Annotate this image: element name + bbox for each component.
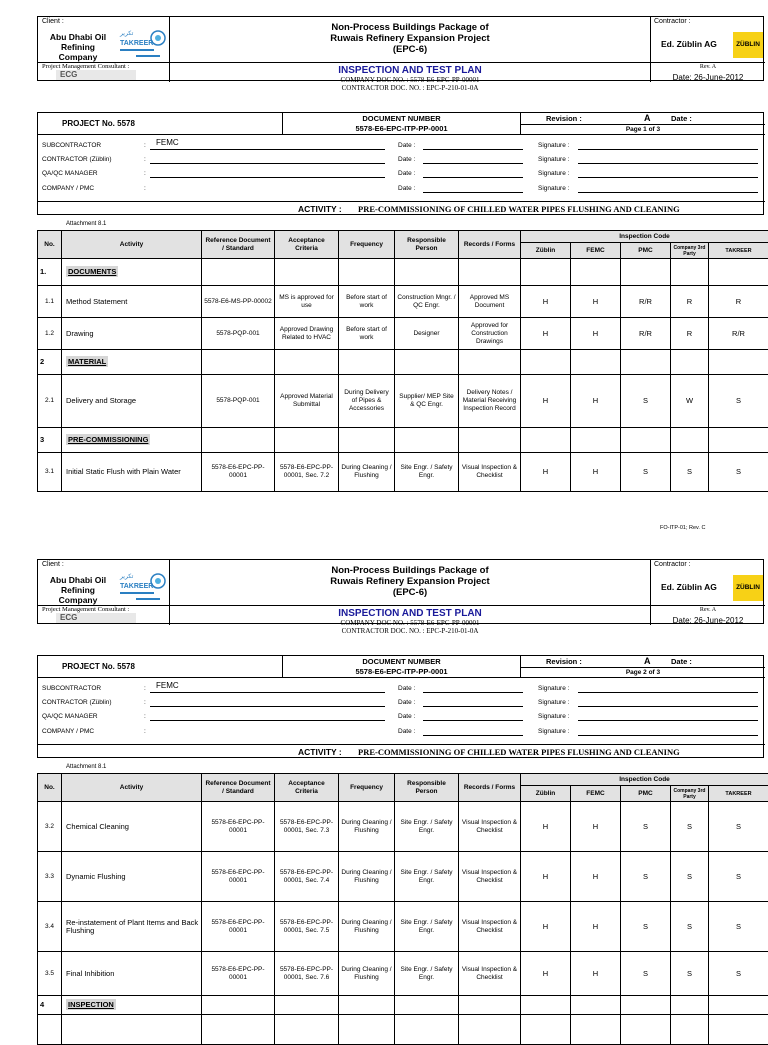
header-date: Date: 26-June-2012 (651, 73, 765, 83)
date-label: Date : (398, 153, 415, 167)
col-acceptance: Acceptance Criteria (275, 774, 339, 802)
frequency-cell: Before start of work (339, 318, 395, 350)
code-femc: H (571, 375, 621, 428)
records-cell (459, 1015, 521, 1045)
empty-cell (202, 996, 275, 1015)
activity-label: ACTIVITY : (298, 202, 342, 216)
row-number: 1. (38, 259, 62, 286)
code-zublin: H (521, 952, 571, 996)
row-label: COMPANY / PMC (42, 725, 94, 739)
activity-label: ACTIVITY : (298, 745, 342, 759)
doc-number-label: DOCUMENT NUMBER (283, 114, 520, 124)
col-records: Records / Forms (459, 231, 521, 259)
code-zublin (521, 1015, 571, 1045)
empty-cell (275, 996, 339, 1015)
code-pmc: S (621, 453, 671, 492)
client-label: Client : (42, 561, 64, 568)
itp-title: INSPECTION AND TEST PLAN (170, 608, 650, 619)
code-third-party: S (671, 952, 709, 996)
code-takreer: R/R (709, 318, 768, 350)
info-row-qaqc (38, 710, 765, 724)
activity-cell: Dynamic Flushing (62, 852, 202, 902)
responsible-cell: Supplier/ MEP Site & QC Engr. (395, 375, 459, 428)
code-takreer: S (709, 952, 768, 996)
activity-cell: Final Inhibition (62, 952, 202, 996)
date-label: Date : (398, 696, 415, 710)
activity-cell: Re-instatement of Plant Items and Back Flushing (62, 902, 202, 952)
line (150, 720, 385, 721)
signature-label: Signature : (538, 139, 569, 153)
reference-cell: 5578-E6-MS-PP-00002 (202, 286, 275, 318)
frequency-cell: During Cleaning / Flushing (339, 453, 395, 492)
code-femc (571, 1015, 621, 1045)
empty-cell (521, 996, 571, 1015)
col-reference: Reference Document / Standard (202, 231, 275, 259)
code-third-party: R (671, 286, 709, 318)
table-row (38, 802, 768, 852)
responsible-cell (395, 1015, 459, 1045)
rev-text: Rev. A (651, 64, 765, 71)
info-row-subcontractor (38, 682, 765, 696)
page-count: Page 2 of 3 (521, 667, 765, 678)
empty-cell (621, 996, 671, 1015)
pmc-label: Project Management Consultant : (42, 606, 129, 613)
revision-date-label: Date : (671, 113, 692, 124)
table-row (38, 952, 768, 996)
col-inspection-code: Inspection Code (521, 231, 768, 243)
code-femc: H (571, 318, 621, 350)
zublin-logo: ZÜBLIN (733, 575, 763, 601)
empty-cell (671, 996, 709, 1015)
code-pmc: S (621, 802, 671, 852)
page-count: Page 1 of 3 (521, 124, 765, 135)
col-acceptance: Acceptance Criteria (275, 231, 339, 259)
row-number: 2.1 (38, 375, 62, 428)
signature-line[interactable] (578, 735, 758, 736)
contractor-label: Contractor : (654, 561, 691, 568)
company-doc-no: COMPANY DOC NO. : 5578-E6-EPC-PP-00001 (170, 76, 650, 84)
section-title-text: PRE-COMMISSIONING (66, 434, 150, 445)
doc-number-value: 5578-E6-EPC-ITP-PP-0001 (283, 667, 520, 677)
responsible-cell: Site Engr. / Safety Engr. (395, 453, 459, 492)
row-colon: : (144, 153, 146, 167)
revision-row (521, 656, 765, 667)
code-zublin: H (521, 375, 571, 428)
col-activity: Activity (62, 231, 202, 259)
project-number: PROJECT No. 5578 (38, 656, 283, 678)
acceptance-cell: 5578-E6-EPC-PP-00001, Sec. 7.4 (275, 852, 339, 902)
ecg-logo: ECG (56, 613, 136, 623)
empty-cell (709, 996, 768, 1015)
code-takreer: S (709, 453, 768, 492)
date-line[interactable] (423, 720, 523, 721)
project-title-line1: Non-Process Buildings Package of (170, 22, 650, 33)
row-number: 2 (38, 350, 62, 375)
frequency-cell: During Cleaning / Flushing (339, 802, 395, 852)
signature-label: Signature : (538, 725, 569, 739)
acceptance-cell: 5578-E6-EPC-PP-00001, Sec. 7.3 (275, 802, 339, 852)
signature-line[interactable] (578, 706, 758, 707)
table-row (38, 852, 768, 902)
section-title-text: INSPECTION (66, 999, 116, 1010)
records-cell: Visual Inspection & Checklist (459, 453, 521, 492)
project-title-line3: (EPC-6) (170, 44, 650, 55)
signature-label: Signature : (538, 153, 569, 167)
records-cell: Approved for Construction Drawings (459, 318, 521, 350)
document-number-block (283, 656, 521, 678)
code-takreer: S (709, 902, 768, 952)
col-third-party: Company 3rd Party (671, 786, 709, 802)
client-name: Abu Dhabi Oil Refining Company (42, 575, 114, 605)
row-colon: : (144, 167, 146, 181)
row-number: 3.3 (38, 852, 62, 902)
signature-label: Signature : (538, 167, 569, 181)
info-row-company (38, 725, 765, 739)
signature-label: Signature : (538, 182, 569, 196)
col-femc: FEMC (571, 243, 621, 259)
signature-label: Signature : (538, 710, 569, 724)
reference-cell: 5578-E6-EPC-PP-00001 (202, 902, 275, 952)
row-number: 1.1 (38, 286, 62, 318)
responsible-cell: Site Engr. / Safety Engr. (395, 852, 459, 902)
ecg-logo: ECG (56, 70, 136, 80)
contractor-doc-no: CONTRACTOR DOC. NO. : EPC-P-210-01-0A (170, 84, 650, 92)
responsible-cell: Site Engr. / Safety Engr. (395, 952, 459, 996)
code-third-party: W (671, 375, 709, 428)
activity-row (38, 744, 765, 759)
row-colon: : (144, 725, 146, 739)
contractor-name: Ed. Züblin AG (661, 39, 717, 49)
code-femc: H (571, 902, 621, 952)
col-pmc: PMC (621, 243, 671, 259)
row-label: CONTRACTOR (Züblin) (42, 153, 112, 167)
activity-cell: Initial Static Flush with Plain Water (62, 453, 202, 492)
itp-title-block (170, 606, 650, 625)
records-cell: Visual Inspection & Checklist (459, 802, 521, 852)
row-value: FEMC (156, 136, 179, 150)
section-row (38, 996, 768, 1015)
code-pmc (621, 1015, 671, 1045)
col-reference: Reference Document / Standard (202, 774, 275, 802)
revision-label: Revision : (546, 113, 582, 124)
itp-title: INSPECTION AND TEST PLAN (170, 65, 650, 76)
code-zublin: H (521, 286, 571, 318)
col-takreer: TAKREER (709, 786, 768, 802)
client-name: Abu Dhabi Oil Refining Company (42, 32, 114, 62)
form-code: FO-ITP-01; Rev. C (660, 525, 705, 531)
date-label: Date : (398, 139, 415, 153)
records-cell: Delivery Notes / Material Receiving Inspection Record (459, 375, 521, 428)
row-colon: : (144, 696, 146, 710)
signature-label: Signature : (538, 682, 569, 696)
reference-cell: 5578-E6-EPC-PP-00001 (202, 852, 275, 902)
row-colon: : (144, 139, 146, 153)
section-title (62, 996, 202, 1015)
records-cell: Visual Inspection & Checklist (459, 902, 521, 952)
project-title-line1: Non-Process Buildings Package of (170, 565, 650, 576)
project-title (170, 560, 650, 606)
row-label: COMPANY / PMC (42, 182, 94, 196)
acceptance-cell: Approved Drawing Related to HVAC (275, 318, 339, 350)
responsible-cell: Site Engr. / Safety Engr. (395, 902, 459, 952)
rev-text: Rev. A (651, 607, 765, 614)
row-label: CONTRACTOR (Züblin) (42, 696, 112, 710)
activity-cell (62, 1015, 202, 1045)
signature-label: Signature : (538, 696, 569, 710)
code-third-party: R (671, 318, 709, 350)
row-number (38, 1015, 62, 1045)
activity-cell: Delivery and Storage (62, 375, 202, 428)
acceptance-cell: 5578-E6-EPC-PP-00001, Sec. 7.2 (275, 453, 339, 492)
code-takreer: S (709, 802, 768, 852)
acceptance-cell: 5578-E6-EPC-PP-00001, Sec. 7.6 (275, 952, 339, 996)
frequency-cell: Before start of work (339, 286, 395, 318)
activity-value: PRE-COMMISSIONING OF CHILLED WATER PIPES FLUSHING AND CLEANING (358, 745, 680, 759)
table-row (38, 902, 768, 952)
date-label: Date : (398, 682, 415, 696)
company-doc-no: COMPANY DOC NO. : 5578-E6-EPC-PP-00001 (170, 619, 650, 627)
col-takreer: TAKREER (709, 243, 768, 259)
code-zublin: H (521, 852, 571, 902)
row-number: 3.1 (38, 453, 62, 492)
code-takreer (709, 1015, 768, 1045)
code-third-party: S (671, 852, 709, 902)
section-title-text: MATERIAL (66, 356, 108, 367)
row-label: QA/QC MANAGER (42, 710, 98, 724)
code-third-party: S (671, 453, 709, 492)
row-number: 3.4 (38, 902, 62, 952)
contractor-name: Ed. Züblin AG (661, 582, 717, 592)
signature-line[interactable] (578, 720, 758, 721)
row-label: SUBCONTRACTOR (42, 682, 101, 696)
empty-cell (395, 996, 459, 1015)
acceptance-cell: Approved Material Submittal (275, 375, 339, 428)
code-zublin: H (521, 318, 571, 350)
frequency-cell: During Cleaning / Flushing (339, 952, 395, 996)
responsible-cell: Site Engr. / Safety Engr. (395, 802, 459, 852)
svg-text:تكرير: تكرير (119, 573, 134, 580)
revision-value: A (644, 656, 651, 667)
code-pmc: S (621, 952, 671, 996)
empty-cell (339, 996, 395, 1015)
header-date: Date: 26-June-2012 (651, 616, 765, 626)
project-title-line2: Ruwais Refinery Expansion Project (170, 576, 650, 587)
attachment-label: Attachment 8.1 (66, 764, 106, 770)
pmc-label: Project Management Consultant : (42, 63, 129, 70)
revision-label: Revision : (546, 656, 582, 667)
col-responsible: Responsible Person (395, 774, 459, 802)
doc-number-label: DOCUMENT NUMBER (283, 657, 520, 667)
row-number: 3.5 (38, 952, 62, 996)
activity-cell: Drawing (62, 318, 202, 350)
client-label: Client : (42, 18, 64, 25)
code-third-party (671, 1015, 709, 1045)
code-femc: H (571, 286, 621, 318)
project-info-box (37, 655, 764, 758)
row-number: 4 (38, 996, 62, 1015)
row-label: QA/QC MANAGER (42, 167, 98, 181)
itp-table-page-2 (37, 773, 768, 1045)
code-takreer: S (709, 852, 768, 902)
col-activity: Activity (62, 774, 202, 802)
pmc-block (38, 606, 170, 625)
activity-value: PRE-COMMISSIONING OF CHILLED WATER PIPES FLUSHING AND CLEANING (358, 202, 680, 216)
date-label: Date : (398, 710, 415, 724)
col-inspection-code: Inspection Code (521, 774, 768, 786)
reference-cell: 5578-PQP-001 (202, 318, 275, 350)
code-femc: H (571, 952, 621, 996)
row-colon: : (144, 682, 146, 696)
code-pmc: S (621, 375, 671, 428)
client-block (38, 560, 170, 606)
code-femc: H (571, 453, 621, 492)
project-title-line2: Ruwais Refinery Expansion Project (170, 33, 650, 44)
frequency-cell: During Cleaning / Flushing (339, 852, 395, 902)
acceptance-cell: 5578-E6-EPC-PP-00001, Sec. 7.5 (275, 902, 339, 952)
row-number: 3 (38, 428, 62, 453)
info-row-contractor (38, 696, 765, 710)
col-zublin: Züblin (521, 786, 571, 802)
date-line[interactable] (423, 706, 523, 707)
project-title-line3: (EPC-6) (170, 587, 650, 598)
col-frequency: Frequency (339, 774, 395, 802)
reference-cell (202, 1015, 275, 1045)
reference-cell: 5578-E6-EPC-PP-00001 (202, 802, 275, 852)
section-title-text: DOCUMENTS (66, 266, 118, 277)
acceptance-cell (275, 1015, 339, 1045)
row-colon: : (144, 710, 146, 724)
code-takreer: S (709, 375, 768, 428)
takreer-logo-icon (118, 570, 168, 604)
revision-block (650, 606, 765, 625)
code-femc: H (571, 852, 621, 902)
date-label: Date : (398, 182, 415, 196)
code-zublin: H (521, 453, 571, 492)
attachment-label: Attachment 8.1 (66, 221, 106, 227)
document-header (37, 559, 764, 624)
row-number: 1.2 (38, 318, 62, 350)
activity-cell: Chemical Cleaning (62, 802, 202, 852)
contractor-doc-no: CONTRACTOR DOC. NO. : EPC-P-210-01-0A (170, 627, 650, 635)
revision-date-label: Date : (671, 656, 692, 667)
table-row (38, 1015, 768, 1045)
code-pmc: R/R (621, 286, 671, 318)
records-cell: Visual Inspection & Checklist (459, 952, 521, 996)
empty-cell (571, 996, 621, 1015)
doc-number-value: 5578-E6-EPC-ITP-PP-0001 (283, 124, 520, 134)
contractor-block (650, 560, 765, 606)
code-third-party: S (671, 802, 709, 852)
reference-cell: 5578-E6-EPC-PP-00001 (202, 952, 275, 996)
line (150, 692, 385, 693)
row-label: SUBCONTRACTOR (42, 139, 101, 153)
col-no: No. (38, 774, 62, 802)
code-zublin: H (521, 902, 571, 952)
col-responsible: Responsible Person (395, 231, 459, 259)
date-line[interactable] (423, 692, 523, 693)
code-pmc: R/R (621, 318, 671, 350)
row-number: 3.2 (38, 802, 62, 852)
col-femc: FEMC (571, 786, 621, 802)
col-frequency: Frequency (339, 231, 395, 259)
contractor-label: Contractor : (654, 18, 691, 25)
code-third-party: S (671, 902, 709, 952)
revision-value: A (644, 113, 651, 124)
code-pmc: S (621, 902, 671, 952)
frequency-cell: During Cleaning / Flushing (339, 902, 395, 952)
date-label: Date : (398, 725, 415, 739)
records-cell: Approved MS Document (459, 286, 521, 318)
svg-text:تكرير: تكرير (119, 30, 134, 37)
empty-cell (459, 996, 521, 1015)
col-zublin: Züblin (521, 243, 571, 259)
takreer-logo-text: TAKREER (120, 583, 153, 590)
acceptance-cell: MS is approved for use (275, 286, 339, 318)
col-pmc: PMC (621, 786, 671, 802)
records-cell: Visual Inspection & Checklist (459, 852, 521, 902)
takreer-logo-text: TAKREER (120, 40, 153, 47)
responsible-cell: Construction Mngr. / QC Engr. (395, 286, 459, 318)
col-records: Records / Forms (459, 774, 521, 802)
frequency-cell: During Delivery of Pipes & Accessories (339, 375, 395, 428)
code-femc: H (571, 802, 621, 852)
date-line[interactable] (423, 735, 523, 736)
zublin-logo: ZÜBLIN (733, 32, 763, 58)
code-pmc: S (621, 852, 671, 902)
code-zublin: H (521, 802, 571, 852)
frequency-cell (339, 1015, 395, 1045)
reference-cell: 5578-E6-EPC-PP-00001 (202, 453, 275, 492)
code-takreer: R (709, 286, 768, 318)
activity-cell: Method Statement (62, 286, 202, 318)
responsible-cell: Designer (395, 318, 459, 350)
col-third-party: Company 3rd Party (671, 243, 709, 259)
row-colon: : (144, 182, 146, 196)
line (150, 706, 385, 707)
col-no: No. (38, 231, 62, 259)
signature-line[interactable] (578, 692, 758, 693)
date-label: Date : (398, 167, 415, 181)
row-value: FEMC (156, 679, 179, 693)
project-number: PROJECT No. 5578 (38, 113, 283, 135)
reference-cell: 5578-PQP-001 (202, 375, 275, 428)
